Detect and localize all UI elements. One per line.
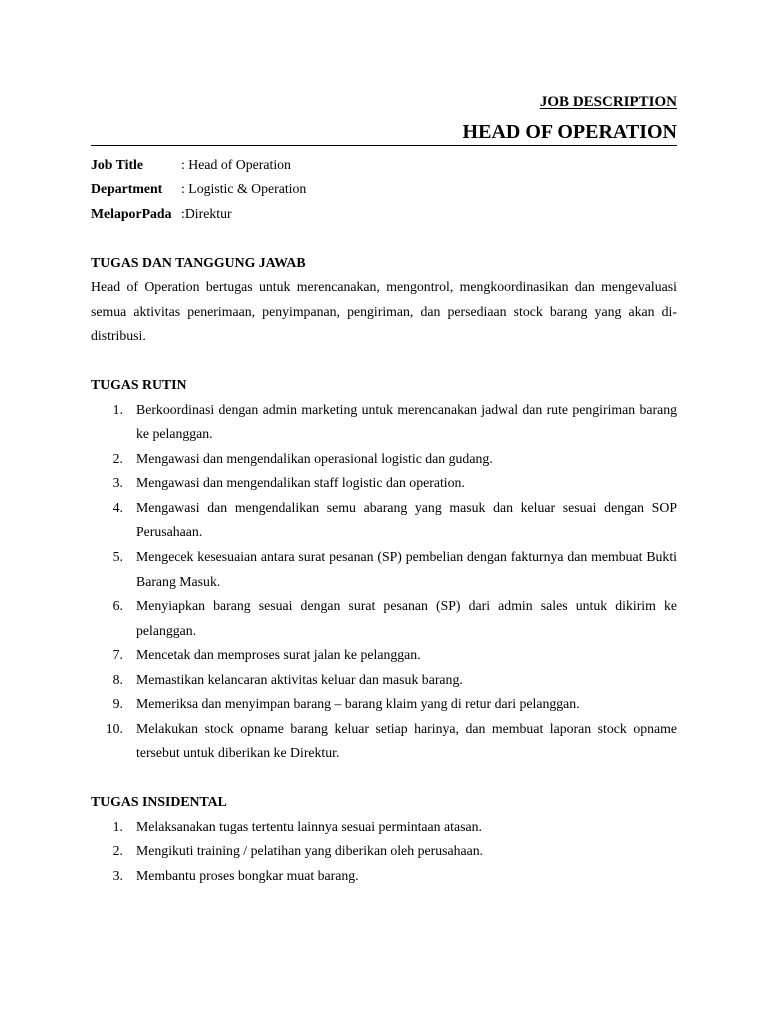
list-number: 9. bbox=[112, 696, 123, 712]
list-item-line: Membantu proses bongkar muat barang. bbox=[136, 867, 359, 883]
info-value: : Logistic & Operation bbox=[181, 181, 307, 197]
list-item-line: Mengecek kesesuaian antara surat pesanan (SP) pembelian dengan fakturnya dan membuat Bukti bbox=[136, 548, 677, 564]
list-item-text bbox=[136, 398, 677, 447]
info-value: :Direktur bbox=[181, 205, 232, 221]
info-row-job-title bbox=[91, 153, 677, 178]
list-item bbox=[91, 864, 677, 889]
list-item-line: Berkoordinasi dengan admin marketing untuk merencanakan jadwal dan rute pengiriman barang bbox=[136, 401, 677, 417]
list-item-line: Menyiapkan barang sesuai dengan surat pesanan (SP) dari admin sales untuk dikirim ke bbox=[136, 598, 677, 614]
list-item-text bbox=[136, 643, 677, 668]
info-value: : Head of Operation bbox=[181, 156, 291, 172]
list-item-line: ke pelanggan. bbox=[136, 426, 213, 442]
list-item bbox=[91, 398, 677, 447]
list-item-text bbox=[136, 717, 677, 766]
list-number: 2. bbox=[112, 843, 123, 859]
list-item-text bbox=[136, 496, 677, 545]
list-item-line: Memeriksa dan menyimpan barang – barang klaim yang di retur dari pelanggan. bbox=[136, 696, 580, 712]
list-item bbox=[91, 545, 677, 594]
list-item-line: Melakukan stock opname barang keluar setiap harinya, dan membuat laporan stock opname bbox=[136, 720, 677, 736]
list-number: 5. bbox=[112, 548, 123, 564]
list-item bbox=[91, 471, 677, 496]
list-item-line: Melaksanakan tugas tertentu lainnya sesuai permintaan atasan. bbox=[136, 818, 482, 834]
list-item bbox=[91, 643, 677, 668]
list-item-line: Mengikuti training / pelatihan yang diberikan oleh perusahaan. bbox=[136, 843, 484, 859]
list-number: 2. bbox=[112, 450, 123, 466]
list-item-text bbox=[136, 815, 677, 840]
document-body bbox=[91, 153, 677, 888]
list-item bbox=[91, 594, 677, 643]
list-item bbox=[91, 668, 677, 693]
list-item-text bbox=[136, 594, 677, 643]
list-item-line: Mengawasi dan mengendalikan semu abarang yang masuk dan keluar sesuai dengan SOP bbox=[136, 499, 677, 515]
paragraph-line: semua aktivitas penerimaan, penyimpanan, pengiriman, dan persediaan stock barang yang akan di- bbox=[91, 303, 677, 319]
list-item-text bbox=[136, 839, 677, 864]
list-item-line: Barang Masuk. bbox=[136, 573, 221, 589]
list-item-text bbox=[136, 447, 677, 472]
document-type-label: JOB DESCRIPTION bbox=[539, 94, 677, 110]
list-item-line: Perusahaan. bbox=[136, 524, 203, 540]
list-number: 8. bbox=[112, 671, 123, 687]
header-divider bbox=[91, 145, 677, 146]
list-item-line: Mengawasi dan mengendalikan staff logistic dan operation. bbox=[136, 475, 465, 491]
paragraph-line: Head of Operation bertugas untuk merencanakan, mengontrol, mengkoordinasikan dan mengevaluasi bbox=[91, 279, 677, 295]
list-number: 6. bbox=[112, 598, 123, 614]
section-heading-responsibilities: TUGAS DAN TANGGUNG JAWAB bbox=[91, 254, 306, 270]
list-item-line: Mengawasi dan mengendalikan operasional logistic dan gudang. bbox=[136, 450, 493, 466]
list-item-line: pelanggan. bbox=[136, 622, 197, 638]
info-label: Department bbox=[91, 181, 163, 197]
list-item bbox=[91, 839, 677, 864]
list-item-line: Mencetak dan memproses surat jalan ke pelanggan. bbox=[136, 647, 421, 663]
list-item bbox=[91, 717, 677, 766]
list-item-line: Memastikan kelancaran aktivitas keluar dan masuk barang. bbox=[136, 671, 463, 687]
list-item-text bbox=[136, 864, 677, 889]
info-label: Job Title bbox=[91, 156, 144, 172]
list-item-text bbox=[136, 471, 677, 496]
section-heading-routine-tasks: TUGAS RUTIN bbox=[91, 377, 187, 393]
responsibilities-paragraph bbox=[91, 275, 677, 349]
list-item-text bbox=[136, 668, 677, 693]
list-item bbox=[91, 692, 677, 717]
incidental-task-list bbox=[91, 815, 677, 889]
section-heading-incidental-tasks: TUGAS INSIDENTAL bbox=[91, 794, 227, 810]
list-number: 1. bbox=[112, 401, 123, 417]
routine-task-list bbox=[91, 398, 677, 766]
list-number: 4. bbox=[112, 499, 123, 515]
list-item bbox=[91, 496, 677, 545]
list-item-text bbox=[136, 692, 677, 717]
list-item-text bbox=[136, 545, 677, 594]
list-number: 3. bbox=[112, 867, 123, 883]
list-number: 1. bbox=[112, 818, 123, 834]
list-number: 10. bbox=[105, 720, 123, 736]
list-number: 7. bbox=[112, 647, 123, 663]
info-label: MelaporPada bbox=[91, 205, 172, 221]
info-row-department bbox=[91, 177, 677, 202]
list-item bbox=[91, 815, 677, 840]
list-item bbox=[91, 447, 677, 472]
paragraph-line: distribusi. bbox=[91, 328, 146, 344]
document-title: HEAD OF OPERATION bbox=[462, 121, 677, 143]
list-item-line: tersebut untuk diberikan ke Direktur. bbox=[136, 745, 340, 761]
info-row-reports-to bbox=[91, 202, 677, 227]
list-number: 3. bbox=[112, 475, 123, 491]
